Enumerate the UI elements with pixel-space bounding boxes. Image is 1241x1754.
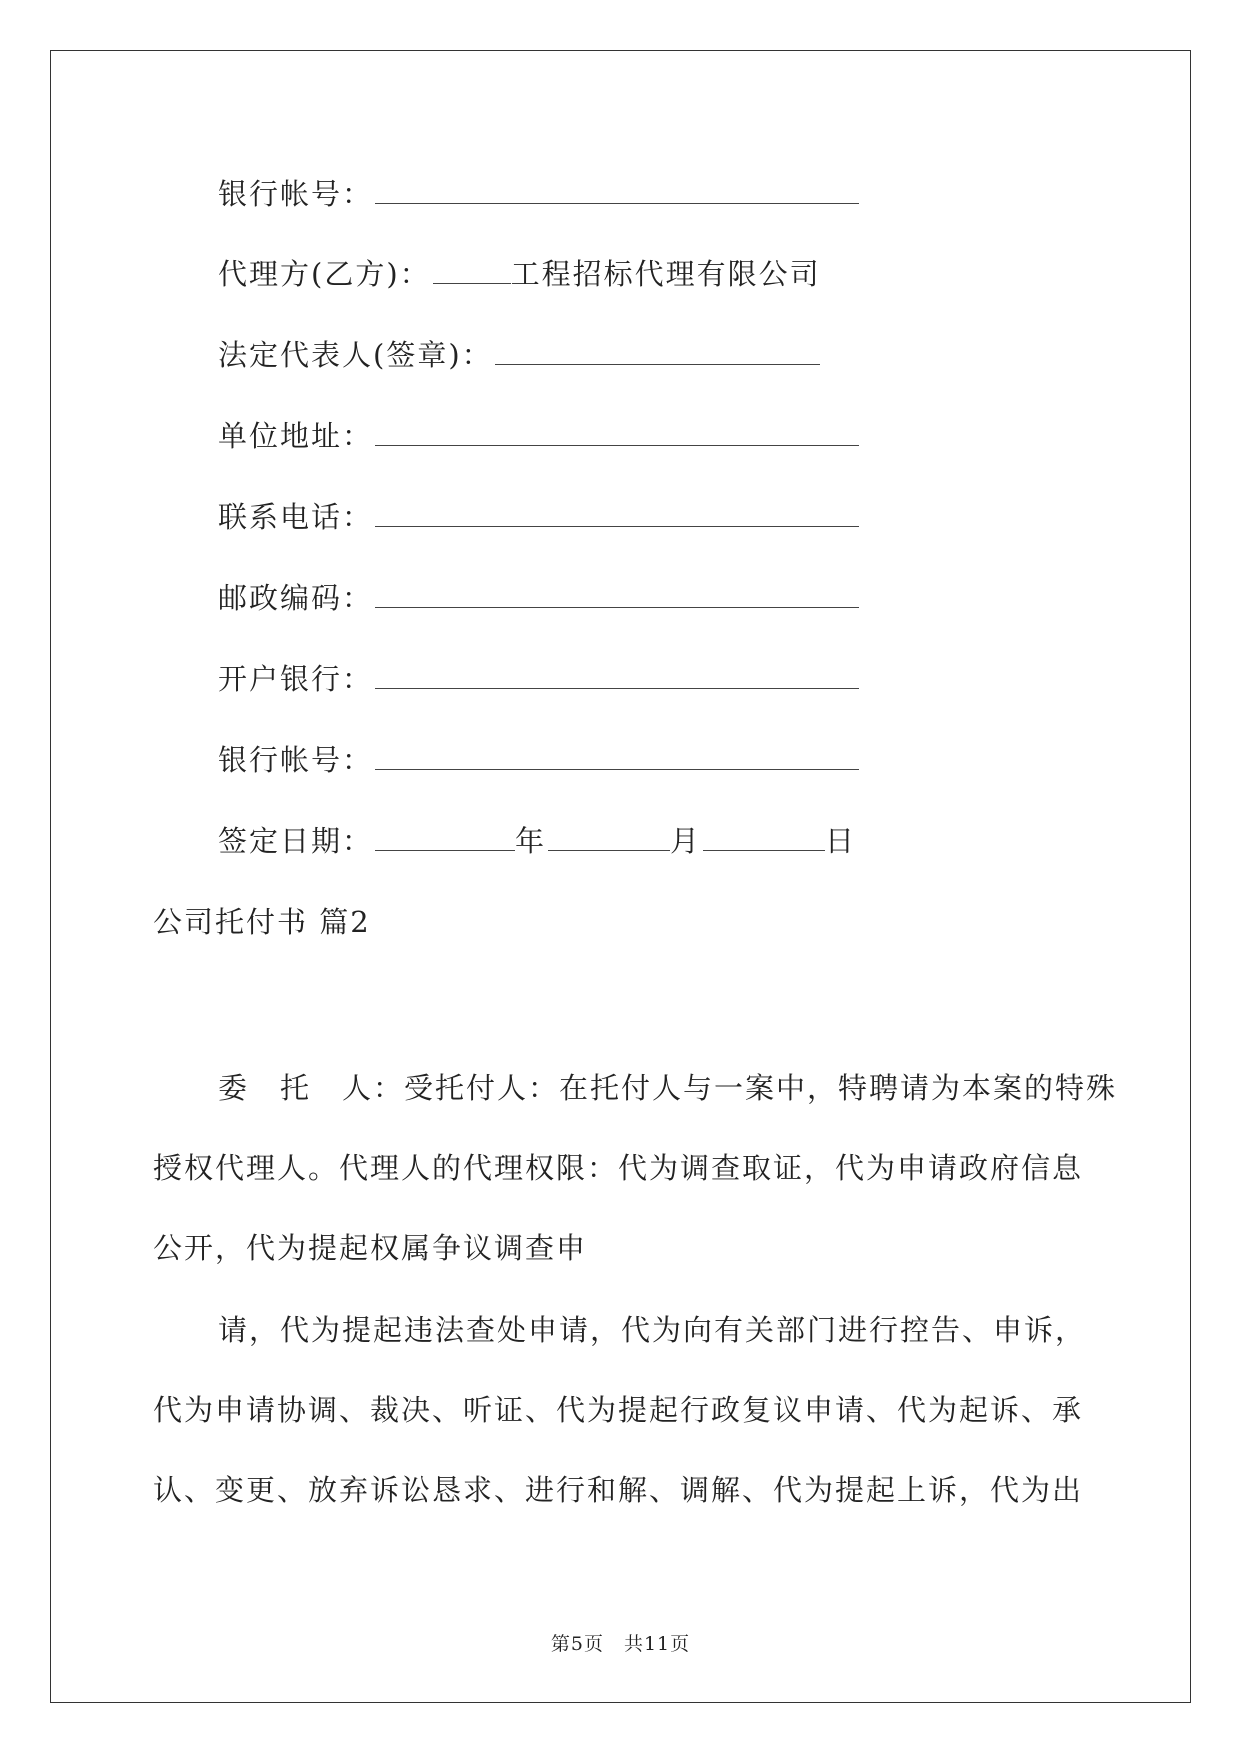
day-label: 日: [825, 824, 857, 858]
blank-line[interactable]: [375, 421, 859, 446]
agent-party-field: [218, 256, 821, 292]
blank-line[interactable]: [375, 502, 859, 527]
paragraph-line: 认、变更、放弃诉讼恳求、进行和解、调解、代为提起上诉，代为出: [153, 1473, 1084, 1507]
year-blank[interactable]: [375, 826, 515, 851]
field-label: 邮政编码：: [218, 581, 374, 615]
blank-line[interactable]: [495, 340, 820, 365]
year-label: 年: [515, 824, 547, 858]
bank-account-field-2: [218, 742, 859, 778]
field-label: 银行帐号：: [218, 743, 374, 777]
field-label: 银行帐号：: [218, 177, 374, 211]
sign-date-field: [218, 823, 856, 859]
bank-field: [218, 661, 859, 697]
field-label: 法定代表人(签章)：: [218, 338, 493, 372]
unit-address-field: [218, 418, 859, 454]
field-label: 单位地址：: [218, 419, 374, 453]
paragraph-1: [153, 1048, 1118, 1288]
paragraph-line: 公开，代为提起权属争议调查申: [153, 1231, 588, 1265]
paragraph-line: 请，代为提起违法查处申请，代为向有关部门进行控告、申诉，: [218, 1313, 1087, 1347]
blank-line[interactable]: [375, 664, 859, 689]
paragraph-line: 委 托 人：受托付人：在托付人与一案中，特聘请为本案的特殊: [218, 1071, 1118, 1105]
blank-line[interactable]: [375, 583, 859, 608]
field-label: 开户银行：: [218, 662, 374, 696]
field-label: 签定日期：: [218, 824, 374, 858]
postal-code-field: [218, 580, 859, 616]
blank-line[interactable]: [375, 179, 859, 204]
month-label: 月: [670, 824, 702, 858]
bank-account-field: [218, 176, 859, 212]
blank-line[interactable]: [375, 745, 859, 770]
phone-field: [218, 499, 859, 535]
section-heading: 公司托付书 篇2: [153, 905, 371, 939]
month-blank[interactable]: [548, 826, 670, 851]
field-value: 工程招标代理有限公司: [510, 257, 821, 291]
paragraph-2: [153, 1290, 1093, 1530]
paragraph-line: 授权代理人。代理人的代理权限：代为调查取证，代为申请政府信息: [153, 1151, 1084, 1185]
page-number: 第5页 共11页: [550, 1633, 691, 1655]
day-blank[interactable]: [703, 826, 825, 851]
field-label: 代理方(乙方)：: [218, 257, 431, 291]
blank-line[interactable]: [433, 259, 511, 284]
field-label: 联系电话：: [218, 500, 374, 534]
paragraph-line: 代为申请协调、裁决、听证、代为提起行政复议申请、代为起诉、承: [153, 1393, 1084, 1427]
legal-representative-field: [218, 337, 820, 373]
